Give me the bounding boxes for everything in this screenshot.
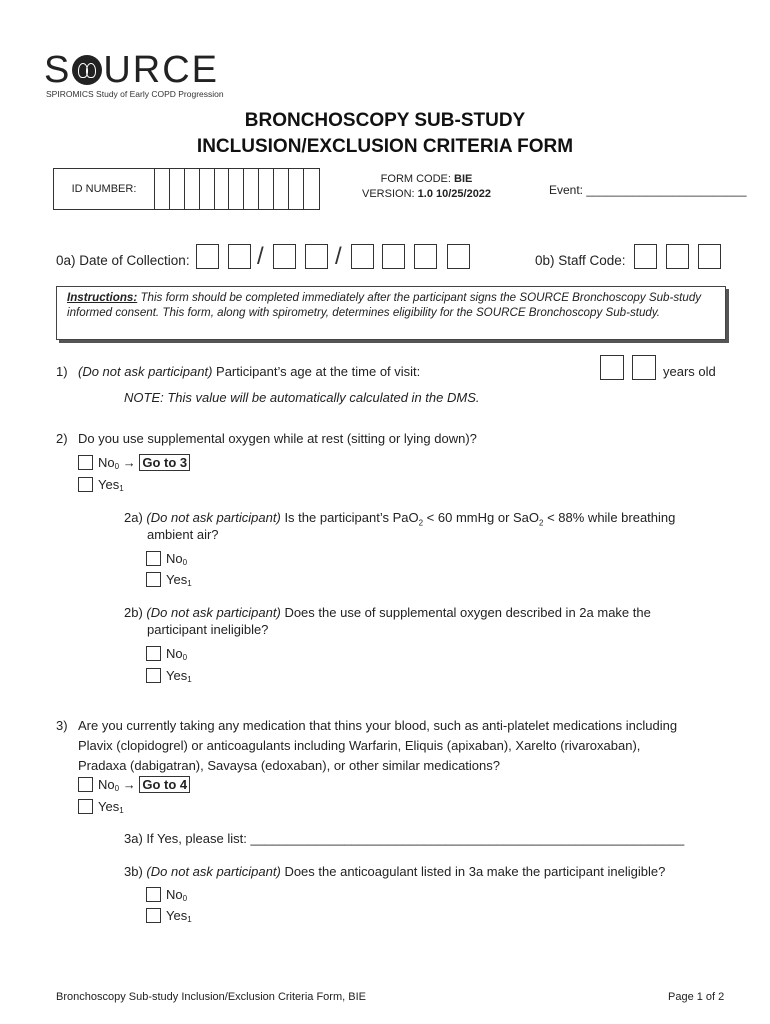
date-of-collection-label: 0a) Date of Collection: (56, 253, 190, 268)
arrow-right-icon: → (122, 777, 136, 792)
q3b-text: 3b) (Do not ask participant) Does the anticoagulant listed in 3a make the participant ineligible? (124, 864, 666, 879)
id-digit-box[interactable] (229, 169, 244, 209)
source-logo (44, 50, 244, 100)
q1-question: Participant’s age at the time of visit: (212, 364, 421, 379)
q2-yes-option: Yes$_1$ (98, 477, 124, 493)
form-code-block (362, 172, 491, 202)
form-code-label: FORM CODE: (380, 173, 451, 185)
id-digit-box[interactable] (259, 169, 274, 209)
q2a-no-option: $No_0$ (166, 551, 188, 567)
q1-text (78, 362, 420, 381)
date-year-box-1[interactable] (351, 244, 374, 269)
q3b-no-checkbox[interactable] (146, 887, 161, 902)
version-label: VERSION: (362, 188, 415, 200)
id-digit-box[interactable] (200, 169, 215, 209)
instructions-label: Instructions: (67, 291, 138, 304)
staff-code-label: 0b) Staff Code: (535, 253, 626, 268)
form-title-line2: INCLUSION/EXCLUSION CRITERIA FORM (196, 136, 574, 157)
q2-text: Do you use supplemental oxygen while at rest (sitting or lying down)? (78, 431, 477, 446)
date-day-box-2[interactable] (305, 244, 328, 269)
age-box-1[interactable] (600, 355, 624, 380)
event-field[interactable]: Event: ________________________ (549, 183, 747, 197)
lungs-logo-icon (72, 55, 102, 85)
arrow-right-icon: → (122, 455, 136, 470)
instructions-box (56, 286, 726, 340)
q1-note: NOTE: This value will be automatically calculated in the DMS. (124, 390, 480, 405)
logo-subtitle: SPIROMICS Study of Early COPD Progression (46, 89, 224, 99)
q3-yes-option: Yes$_1$ (98, 799, 124, 815)
q1-number: 1) (56, 364, 68, 379)
q2b-yes-checkbox[interactable] (146, 668, 161, 683)
q1-italic: (Do not ask participant) (78, 364, 213, 379)
staff-code-box-2[interactable] (666, 244, 689, 269)
q2b-text: 2b) (Do not ask participant) Does the use of supplemental oxygen described in 2a make the (124, 605, 651, 620)
id-digit-box[interactable] (215, 169, 230, 209)
q2-no-option: $No_0 \to Go$ to 3 (98, 455, 190, 471)
q3-goto-badge: Go to 4 (139, 776, 190, 793)
id-number-label: ID NUMBER: (54, 169, 155, 209)
instructions-text: This form should be completed immediately after the participant signs the SOURCE Bronchoscopy Sub-study informed consent. This form, along with spirometry, determines eligibility for the SOURCE Bronchoscopy Sub-study. (67, 291, 702, 319)
q2-yes-checkbox[interactable] (78, 477, 93, 492)
id-digit-box[interactable] (155, 169, 170, 209)
id-number-field (53, 168, 320, 210)
q3-text-line3: Pradaxa (dabigatran), Savaysa (edoxaban), or other similar medications? (78, 758, 500, 773)
q2a-text-line2: ambient air? (147, 527, 219, 542)
id-digit-box[interactable] (170, 169, 185, 209)
q3-number: 3) (56, 718, 68, 733)
age-box-2[interactable] (632, 355, 656, 380)
date-month-box-2[interactable] (228, 244, 251, 269)
age-unit: years old (663, 364, 716, 379)
q2-goto-badge: Go to 3 (139, 454, 190, 471)
q3b-no-option: $No_0$ (166, 887, 188, 903)
date-separator: / (257, 243, 264, 270)
date-separator: / (335, 243, 342, 270)
date-year-box-3[interactable] (414, 244, 437, 269)
id-digit-box[interactable] (185, 169, 200, 209)
q3b-yes-checkbox[interactable] (146, 908, 161, 923)
date-year-box-2[interactable] (382, 244, 405, 269)
q2-number: 2) (56, 431, 68, 446)
q2b-text-line2: participant ineligible? (147, 622, 269, 637)
version-value: 1.0 10/25/2022 (417, 188, 492, 200)
date-year-box-4[interactable] (447, 244, 470, 269)
q2b-no-checkbox[interactable] (146, 646, 161, 661)
staff-code-box-1[interactable] (634, 244, 657, 269)
id-digit-box[interactable] (304, 169, 319, 209)
q3-no-option: $No_0 \to Go$ to 4 (98, 777, 190, 793)
form-title-line1: BRONCHOSCOPY SUB-STUDY (244, 110, 526, 131)
q2b-yes-option: Yes$_1$ (166, 668, 192, 684)
q2-no-checkbox[interactable] (78, 455, 93, 470)
q2a-yes-option: Yes$_1$ (166, 572, 192, 588)
q2a-no-checkbox[interactable] (146, 551, 161, 566)
q2b-no-option: $No_0$ (166, 646, 188, 662)
q3a-medication-list-field[interactable]: 3a) If Yes, please list: ____________________________________________________________ (124, 831, 685, 846)
date-day-box-1[interactable] (273, 244, 296, 269)
q3b-yes-option: Yes$_1$ (166, 908, 192, 924)
q3-text-line2: Plavix (clopidogrel) or anticoagulants including Warfarin, Eliquis (apixaban), Xarelto (rivaroxaban), (78, 738, 641, 753)
q3-no-checkbox[interactable] (78, 777, 93, 792)
id-digit-box[interactable] (244, 169, 259, 209)
q3-yes-checkbox[interactable] (78, 799, 93, 814)
logo-wordmark: S URCE (44, 49, 220, 91)
staff-code-box-3[interactable] (698, 244, 721, 269)
footer-form-name: Bronchoscopy Sub-study Inclusion/Exclusion Criteria Form, BIE (56, 991, 366, 1003)
q2a-yes-checkbox[interactable] (146, 572, 161, 587)
form-code-value: BIE (454, 173, 473, 185)
id-digit-box[interactable] (289, 169, 304, 209)
footer-page-number: Page 1 of 2 (668, 991, 725, 1003)
q2a-text: 2a) (Do not ask participant) Is the participant’s PaO$_2$ < 60 mmHg or SaO$_2$ < 88% while breathing (124, 510, 676, 528)
id-digit-box[interactable] (274, 169, 289, 209)
q3-text-line1: Are you currently taking any medication that thins your blood, such as anti-platelet medications including (78, 718, 678, 733)
date-month-box-1[interactable] (196, 244, 219, 269)
